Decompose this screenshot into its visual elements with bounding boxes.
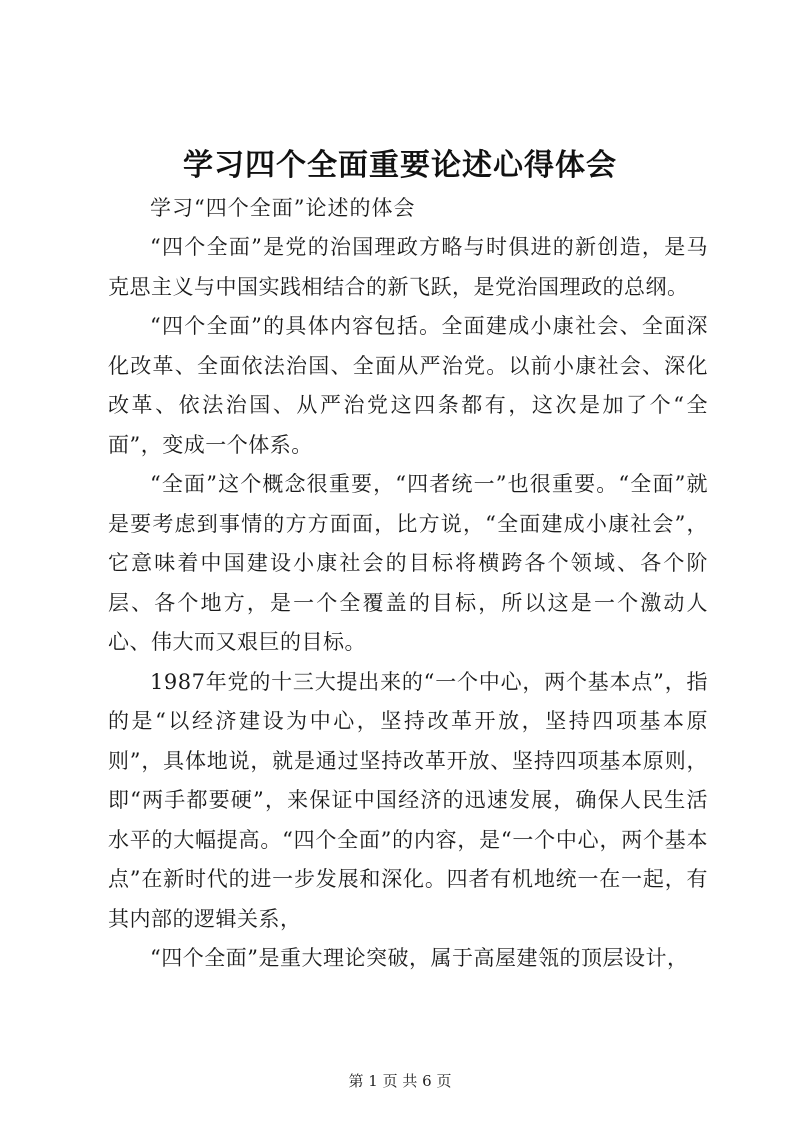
document-title: 学习四个全面重要论述心得体会 — [183, 148, 617, 183]
paragraph-5: “四个全面”是重大理论突破，属于高屋建瓴的顶层设计， — [150, 946, 689, 970]
page-footer: 第 1 页 共 6 页 — [348, 1072, 452, 1090]
paragraph-4: 1987年党的十三大提出来的“一个中心，两个基本点”，指的是“以经济建设为中心，坚持改革开放，坚持四项基本原则”，具体地说，就是通过坚持改革开放、坚持四项基本原则，即“两手都要硬”，来保证中国经济的迅速发展，确保人民生活水平的大幅提高。“四个全面”的内容，是“一个中心，两个基本点”在新时代的进一步发展和深化。四者有机地统一在一起，有其内部的逻辑关系， — [108, 669, 708, 931]
document-body — [108, 228, 708, 979]
paragraph-1: “四个全面”是党的治国理政方略与时俱进的新创造，是马克思主义与中国实践相结合的新飞跃，是党治国理政的总纲。 — [108, 235, 708, 299]
paragraph-3: “全面”这个概念很重要，“四者统一”也很重要。“全面”就是要考虑到事情的方方面面，比方说，“全面建成小康社会”，它意味着中国建设小康社会的目标将横跨各个领域、各个阶层、各个地方，是一个全覆盖的目标，所以这是一个激动人心、伟大而又艰巨的目标。 — [108, 472, 708, 654]
paragraph-2: “四个全面”的具体内容包括。全面建成小康社会、全面深化改革、全面依法治国、全面从严治党。以前小康社会、深化改革、依法治国、从严治党这四条都有，这次是加了个“全面”，变成一个体系。 — [108, 314, 708, 457]
document-subtitle: 学习“四个全面”论述的体会 — [150, 196, 416, 220]
